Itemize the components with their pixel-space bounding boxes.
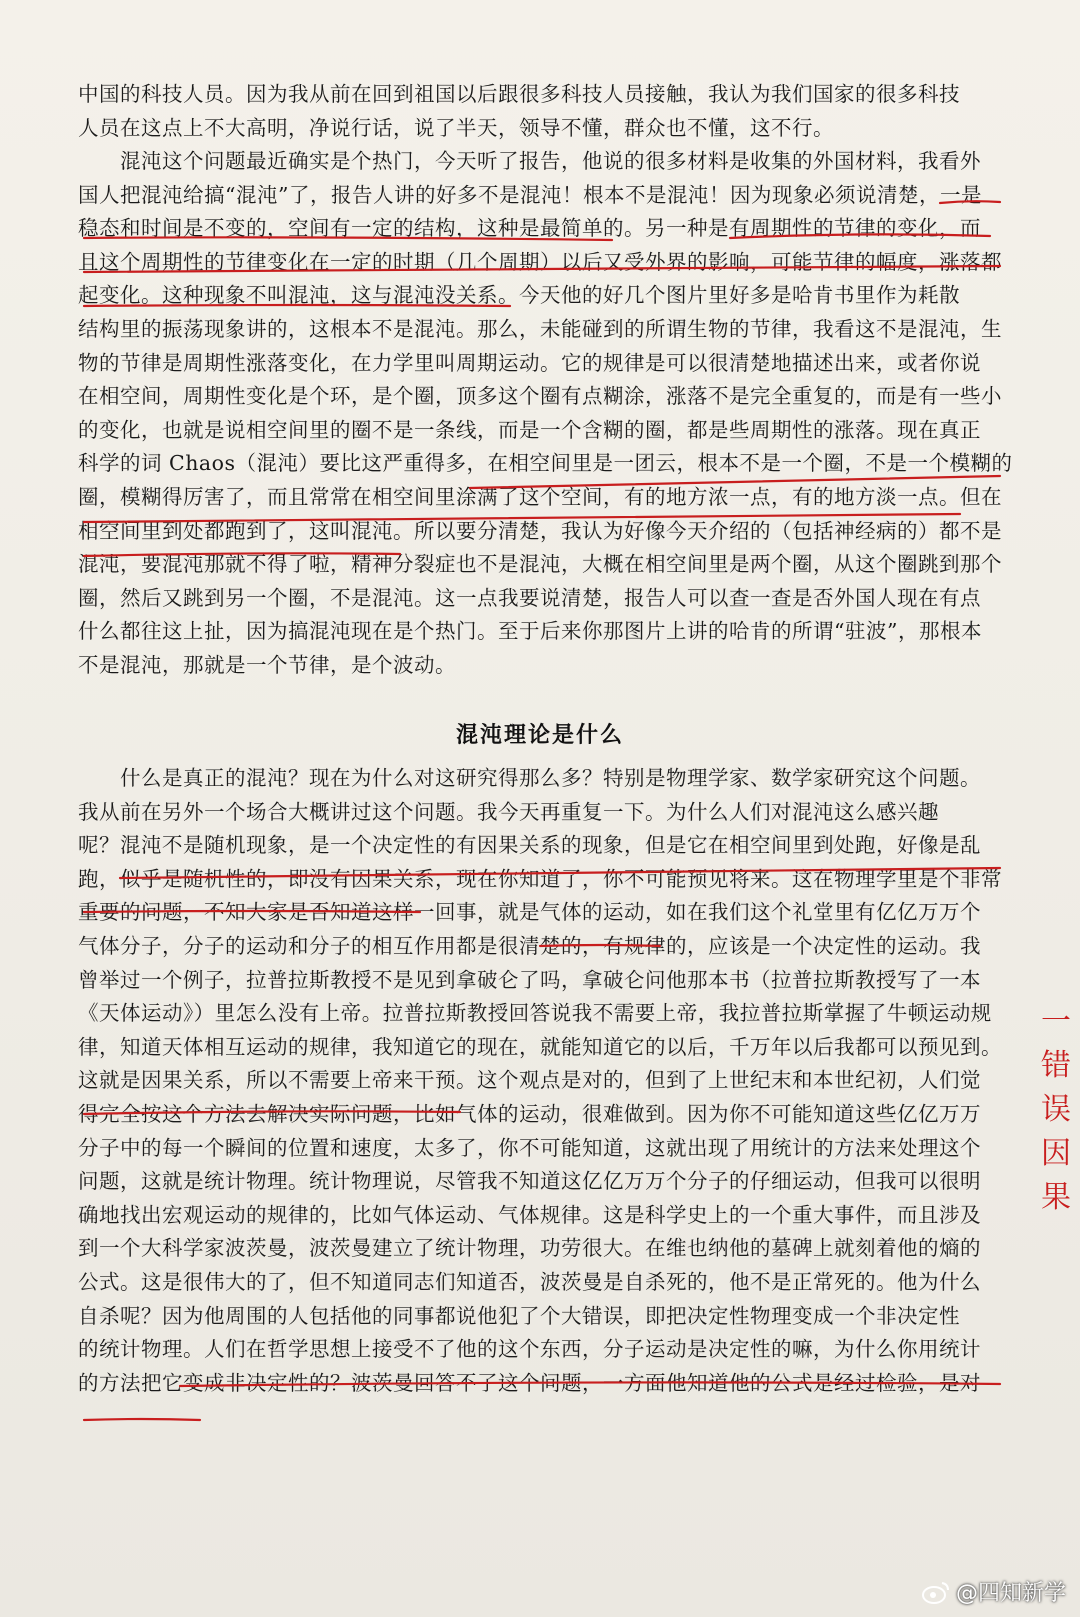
- text-line: 我从前在另外一个场合大概讲过这个问题。我今天再重复一下。为什么人们对混沌这么感兴趣: [78, 799, 939, 824]
- margin-note-char: 一: [1041, 1004, 1071, 1039]
- margin-note-char: 错: [1041, 1048, 1071, 1083]
- text-line: 分子中的每一个瞬间的位置和速度，太多了，你不可能知道，这就出现了用统计的方法来处理这个: [78, 1135, 981, 1160]
- text-line: 什么都往这上扯，因为搞混沌现在是个热门。至于后来你那图片上讲的哈肯的所谓“驻波”，那根本: [78, 619, 982, 644]
- text-line: 不是混沌，那就是一个节律，是个波动。: [78, 652, 456, 677]
- text-line: 科学的词 Chaos（混沌）要比这严重得多，在相空间里是一团云，根本不是一个圈，不是一个模糊的: [78, 451, 1013, 476]
- watermark-text: @四知新学: [955, 1581, 1066, 1606]
- section-title: 混沌理论是什么: [455, 723, 624, 748]
- text-line: 混沌这个问题最近确实是个热门，今天听了报告，他说的很多材料是收集的外国材料，我看外: [78, 149, 981, 173]
- text-line: 律，知道天体相互运动的规律，我知道它的现在，就能知道它的以后，千万年以后我都可以预见到。: [78, 1034, 1002, 1059]
- text-line: 稳态和时间是不变的，空间有一定的结构，这种是最简单的。另一种是有周期性的节律的变化，而: [78, 216, 981, 241]
- text-line: 公式。这是很伟大的了，但不知道同志们知道否，波茨曼是自杀死的，他不是正常死的。他为什么: [78, 1269, 981, 1294]
- weibo-icon: [922, 1580, 950, 1604]
- text-line: 圈，然后又跳到另一个圈，不是混沌。这一点我要说清楚，报告人可以查一查是否外国人现在有点: [78, 585, 981, 610]
- text-line: 的统计物理。人们在哲学思想上接受不了他的这个东西，分子运动是决定性的嘛，为什么你用统计: [78, 1337, 981, 1362]
- paragraph-intro: [78, 78, 1023, 145]
- margin-note-char: 因: [1041, 1136, 1071, 1171]
- text-line: 呢？混沌不是随机现象，是一个决定性的有因果关系的现象，但是它在相空间里到处跑，好像是乱: [78, 833, 981, 858]
- text-line: 自杀呢？因为他周围的人包括他的同事都说他犯了个大错误，即把决定性物理变成一个非决定性: [78, 1303, 960, 1328]
- text-line: 曾举过一个例子，拉普拉斯教授不是见到拿破仑了吗，拿破仑问他那本书（拉普拉斯教授写了一本: [78, 967, 981, 992]
- text-line: 得完全按这个方法去解决实际问题，比如气体的运动，很难做到。因为你不可能知道这些亿亿万万: [78, 1101, 981, 1126]
- text-line: 在相空间，周期性变化是个环，是个圈，顶多这个圈有点糊涂，涨落不是完全重复的，而是有一些小: [78, 384, 1002, 409]
- text-line: 圈，模糊得厉害了，而且常常在相空间里涂满了这个空间，有的地方浓一点，有的地方淡一点。但在: [78, 484, 1002, 509]
- handwritten-margin-note: [1038, 1000, 1074, 1220]
- paragraph-what-is-chaos: [78, 762, 1023, 1400]
- text-line: 到一个大科学家波茨曼，波茨曼建立了统计物理，功劳很大。在维也纳他的墓碑上就刻着他的熵的: [78, 1236, 981, 1261]
- text-line: 确地找出宏观运动的规律的，比如气体运动、气体规律。这是科学史上的一个重大事件，而且涉及: [78, 1202, 981, 1227]
- text-line: 气体分子，分子的运动和分子的相互作用都是很清楚的，有规律的，应该是一个决定性的运动。我: [78, 933, 981, 958]
- text-line: 国人把混沌给搞“混沌”了，报告人讲的好多不是混沌！根本不是混沌！因为现象必须说清楚，一是: [78, 182, 982, 207]
- text-line: 这就是因果关系，所以不需要上帝来干预。这个观点是对的，但到了上世纪末和本世纪初，人们觉: [78, 1068, 981, 1093]
- text-line: 中国的科技人员。因为我从前在回到祖国以后跟很多科技人员接触，我认为我们国家的很多科技: [78, 82, 960, 106]
- text-line: 《天体运动》）里怎么没有上帝。拉普拉斯教授回答说我不需要上帝，我拉普拉斯掌握了牛顿运动规: [78, 1001, 992, 1026]
- watermark: [922, 1576, 1066, 1607]
- text-line: 起变化。这种现象不叫混沌，这与混沌没关系。今天他的好几个图片里好多是哈肯书里作为耗散: [78, 283, 960, 308]
- paragraph-chaos-discussion: [78, 145, 1023, 683]
- text-line: 混沌，要混沌那就不得了啦，精神分裂症也不是混沌，大概在相空间里是两个圈，从这个圈跳到那个: [78, 552, 1002, 577]
- text-line: 结构里的振荡现象讲的，这根本不是混沌。那么，未能碰到的所谓生物的节律，我看这不是混沌，生: [78, 316, 1002, 341]
- text-line: 问题，这就是统计物理。统计物理说，尽管我不知道这亿亿万万个分子的仔细运动，但我可以很明: [78, 1169, 981, 1194]
- text-line: 跑，似乎是随机性的，即没有因果关系，现在你知道了，你不可能预见将来。这在物理学里是个非常: [78, 866, 1002, 891]
- margin-note-char: 果: [1041, 1180, 1071, 1215]
- text-line: 重要的问题，不知大家是否知道这样一回事，就是气体的运动，如在我们这个礼堂里有亿亿万万个: [78, 900, 981, 925]
- underline-mark: [84, 1419, 200, 1420]
- margin-note-char: 误: [1041, 1092, 1071, 1127]
- text-line: 相空间里到处都跑到了，这叫混沌。所以要分清楚，我认为好像今天介绍的（包括神经病的）都不是: [78, 518, 1002, 543]
- text-line: 物的节律是周期性涨落变化，在力学里叫周期运动。它的规律是可以很清楚地描述出来，或者你说: [78, 350, 981, 375]
- text-line: 的变化，也就是说相空间里的圈不是一条线，而是一个含糊的圈，都是些周期性的涨落。现在真正: [78, 417, 981, 442]
- text-line: 且这个周期性的节律变化在一定的时期（几个周期）以后又受外界的影响，可能节律的幅度，涨落都: [78, 249, 1002, 274]
- text-line: 人员在这点上不大高明，净说行话，说了半天，领导不懂，群众也不懂，这不行。: [78, 115, 834, 140]
- text-line: 什么是真正的混沌？现在为什么对这研究得那么多？特别是物理学家、数学家研究这个问题。: [78, 766, 981, 790]
- text-line: 的方法把它变成非决定性的？波茨曼回答不了这个问题，一方面他知道他的公式是经过检验，是对: [78, 1370, 981, 1395]
